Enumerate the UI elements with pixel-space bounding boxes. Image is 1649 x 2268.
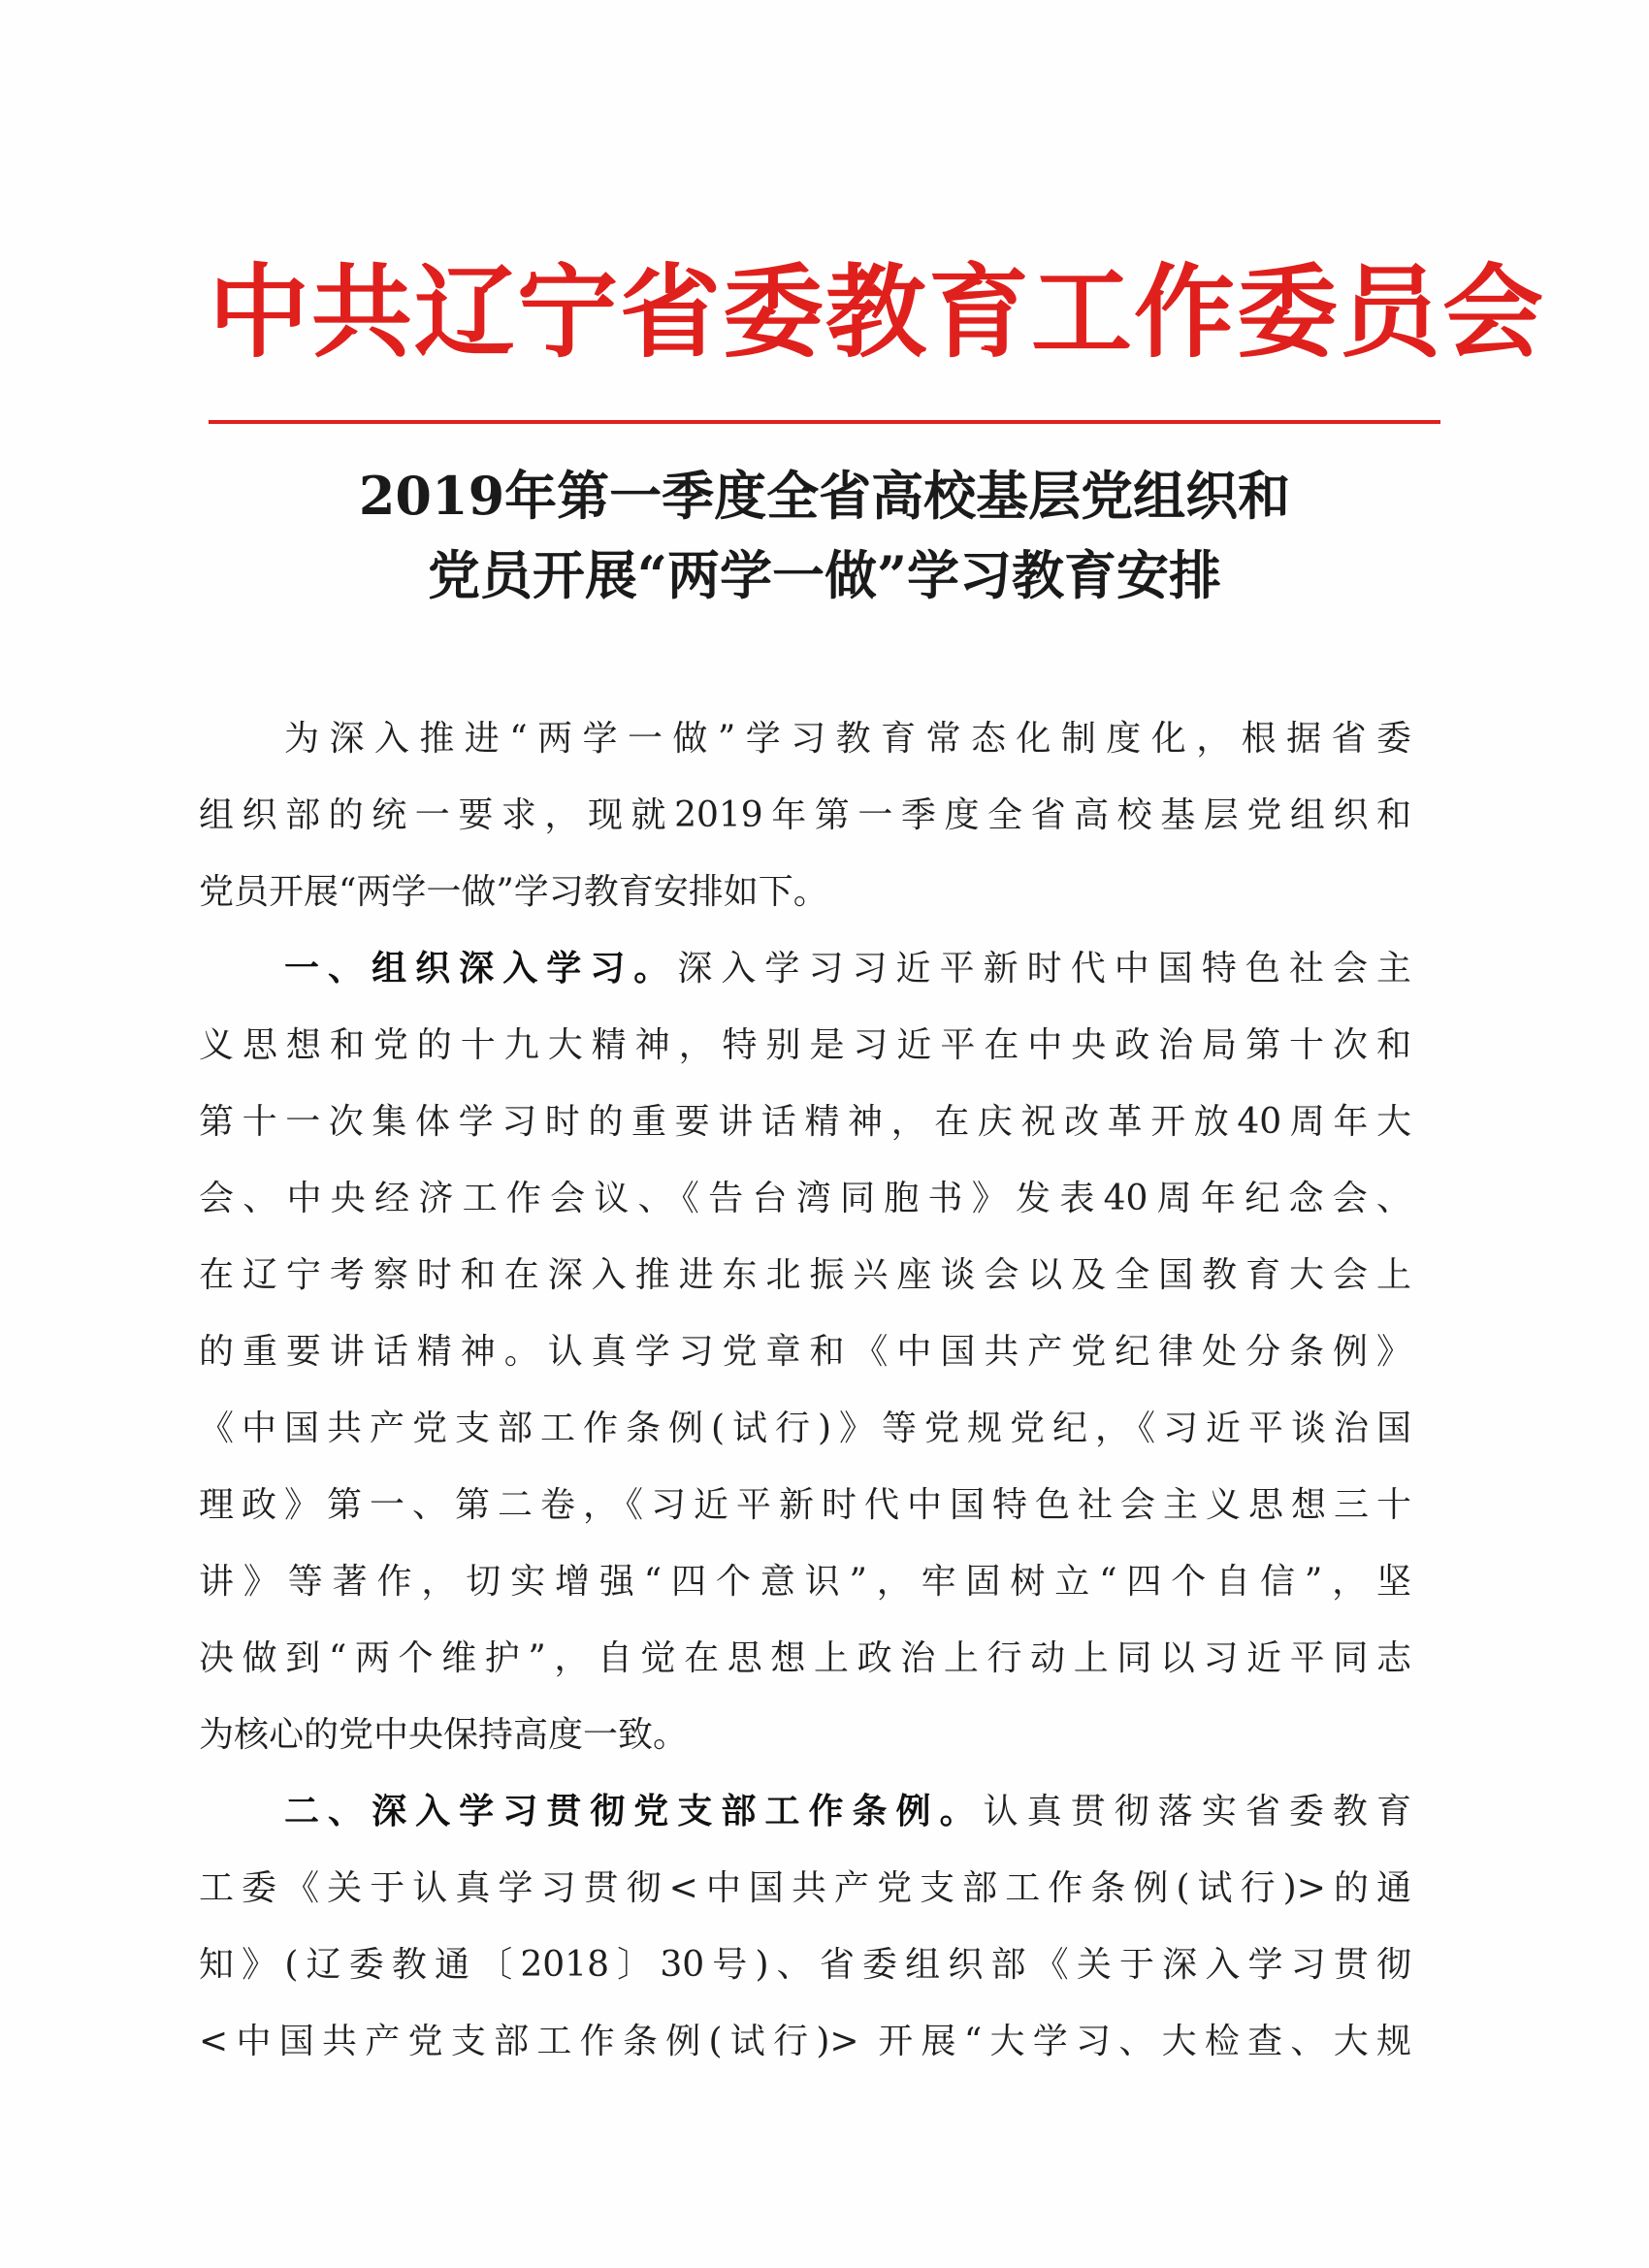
section-1-line: 第十一次集体学习时的重要讲话精神，在庆祝改革开放40周年大 xyxy=(199,1102,1411,1142)
intro-line: 组织部的统一要求，现就2019年第一季度全省高校基层党组织和 xyxy=(199,795,1411,835)
section-1-line: 为核心的党中央保持高度一致。 xyxy=(199,1715,689,1755)
intro-line: 党员开展“两学一做”学习教育安排如下。 xyxy=(199,872,828,912)
section-1-line: 会、中央经济工作会议、《告台湾同胞书》发表40周年纪念会、 xyxy=(199,1179,1411,1218)
intro-line: 为深入推进“两学一做”学习教育常态化制度化，根据省委 xyxy=(284,719,1411,759)
title-line-1: 2019年第一季度全省高校基层党组织和 xyxy=(358,465,1291,527)
section-1-line: 决做到“两个维护”，自觉在思想上政治上行动上同以习近平同志 xyxy=(199,1638,1411,1678)
section-1-line: 的重要讲话精神。认真学习党章和《中国共产党纪律处分条例》 xyxy=(199,1332,1411,1372)
section-1-heading: 一、组织深入学习。 xyxy=(284,948,678,988)
document-body xyxy=(199,700,1411,2080)
section-2-line: 工委《关于认真学习贯彻<中国共产党支部工作条例(试行)>的通 xyxy=(199,1868,1411,1908)
section-2-line: 知》(辽委教通〔2018〕30号)、省委组织部《关于深入学习贯彻 xyxy=(199,1945,1411,1985)
title-line-2: 党员开展“两学一做”学习教育安排 xyxy=(427,544,1222,606)
section-1-line: 《中国共产党支部工作条例(试行)》等党规党纪，《习近平谈治国 xyxy=(199,1409,1411,1448)
section-1-first-line xyxy=(199,930,1411,1007)
section-1-text: 深入学习习近平新时代中国特色社会主 xyxy=(677,949,1411,988)
section-1-line: 在辽宁考察时和在深入推进东北振兴座谈会以及全国教育大会上 xyxy=(199,1255,1411,1295)
document-title xyxy=(194,456,1455,615)
issuer-masthead: 中共辽宁省委教育工作委员会 xyxy=(209,252,1546,372)
section-2-heading: 二、深入学习贯彻党支部工作条例。 xyxy=(284,1791,984,1831)
section-1-line: 义思想和党的十九大精神，特别是习近平在中央政治局第十次和 xyxy=(199,1025,1411,1065)
section-1-line: 讲》等著作，切实增强“四个意识”，牢固树立“四个自信”，坚 xyxy=(199,1562,1411,1602)
red-divider-line xyxy=(209,420,1440,424)
section-2-text: 认真贯彻落实省委教育 xyxy=(983,1792,1411,1831)
section-2-first-line xyxy=(199,1773,1411,1850)
section-2-line: <中国共产党支部工作条例(试行)> 开展“大学习、大检查、大规 xyxy=(199,2022,1411,2061)
section-1-line: 理政》第一、第二卷，《习近平新时代中国特色社会主义思想三十 xyxy=(199,1485,1411,1525)
